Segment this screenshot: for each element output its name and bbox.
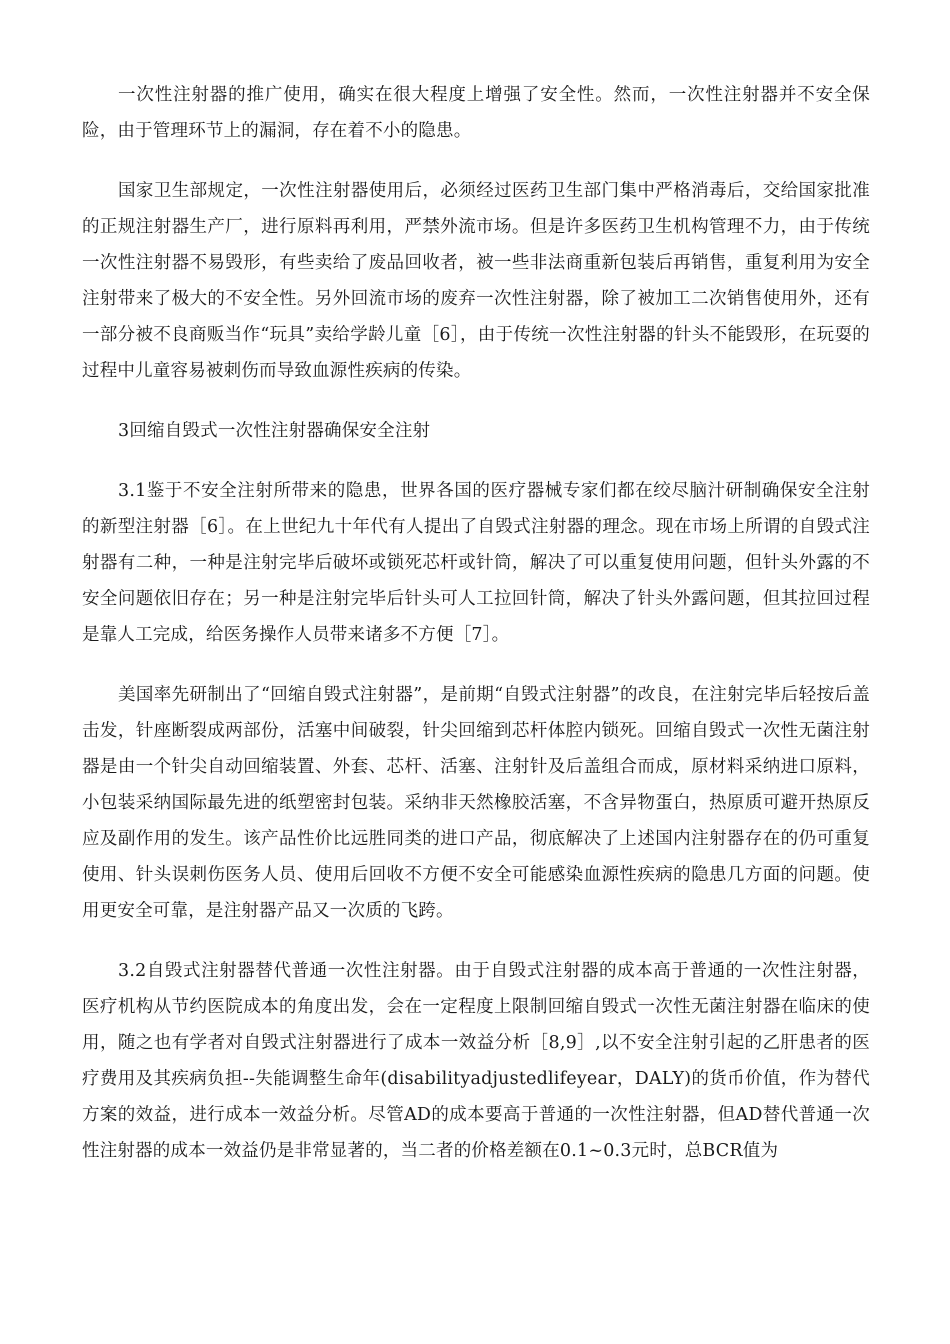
paragraph-3-1: 3.1鉴于不安全注射所带来的隐患，世界各国的医疗器械专家们都在绞尽脑汁研制确保安全注射的新型注射器［6］。在上世纪九十年代有人提出了自毁式注射器的理念。现在市场上所谓的自毁式注射器有二种，一种是注射完毕后破坏或锁死芯杆或针筒，解决了可以重复使用问题，但针头外露的不安全问题依旧存在；另一种是注射完毕后针头可人工拉回针筒，解决了针头外露问题，但其拉回过程是靠人工完成，给医务操作人员带来诸多不方便［7］。	[82, 481, 870, 645]
paragraph-3-2: 3.2自毁式注射器替代普通一次性注射器。由于自毁式注射器的成本高于普通的一次性注射器，医疗机构从节约医院成本的角度出发，会在一定程度上限制回缩自毁式一次性无菌注射器在临床的使用，随之也有学者对自毁式注射器进行了成本一效益分析［8,9］,以不安全注射引起的乙肝患者的医疗费用及其疾病负担--失能调整生命年(disabilityadjustedlifeyear，DALY)的货币价值，作为替代方案的效益，进行成本一效益分析。尽管AD的成本要高于普通的一次性注射器，但AD替代普通一次性注射器的成本一效益仍是非常显著的，当二者的价格差额在0.1~0.3元时，总BCR值为	[82, 961, 870, 1161]
section-heading-3: 3回缩自毁式一次性注射器确保安全注射	[118, 421, 431, 441]
paragraph-regulation: 国家卫生部规定，一次性注射器使用后，必须经过医药卫生部门集中严格消毒后，交给国家批准的正规注射器生产厂，进行原料再利用，严禁外流市场。但是许多医药卫生机构管理不力，由于传统一次性注射器不易毁形，有些卖给了废品回收者，被一些非法商重新包装后再销售，重复利用为安全注射带来了极大的不安全性。另外回流市场的废弃一次性注射器，除了被加工二次销售使用外，还有一部分被不良商贩当作“玩具”卖给学龄儿童［6］，由于传统一次性注射器的针头不能毁形，在玩耍的过程中儿童容易被刺伤而导致血源性疾病的传染。	[82, 181, 870, 381]
paragraph-retractable-syringe: 美国率先研制出了“回缩自毁式注射器”，是前期“自毁式注射器”的改良，在注射完毕后轻按后盖击发，针座断裂成两部份，活塞中间破裂，针尖回缩到芯杆体腔内锁死。回缩自毁式一次性无菌注射器是由一个针尖自动回缩装置、外套、芯杆、活塞、注射针及后盖组合而成，原材料采纳进口原料，小包装采纳国际最先进的纸塑密封包装。采纳非天然橡胶活塞，不含异物蛋白，热原质可避开热原反应及副作用的发生。该产品性价比远胜同类的进口产品，彻底解决了上述国内注射器存在的仍可重复使用、针头误刺伤医务人员、使用后回收不方便不安全可能感染血源性疾病的隐患几方面的问题。使用更安全可靠，是注射器产品又一次质的飞跨。	[82, 685, 870, 921]
paragraph-risk-intro: 一次性注射器的推广使用，确实在很大程度上增强了安全性。然而，一次性注射器并不安全保险，由于管理环节上的漏洞，存在着不小的隐患。	[82, 85, 870, 141]
document-page	[82, 77, 870, 1193]
